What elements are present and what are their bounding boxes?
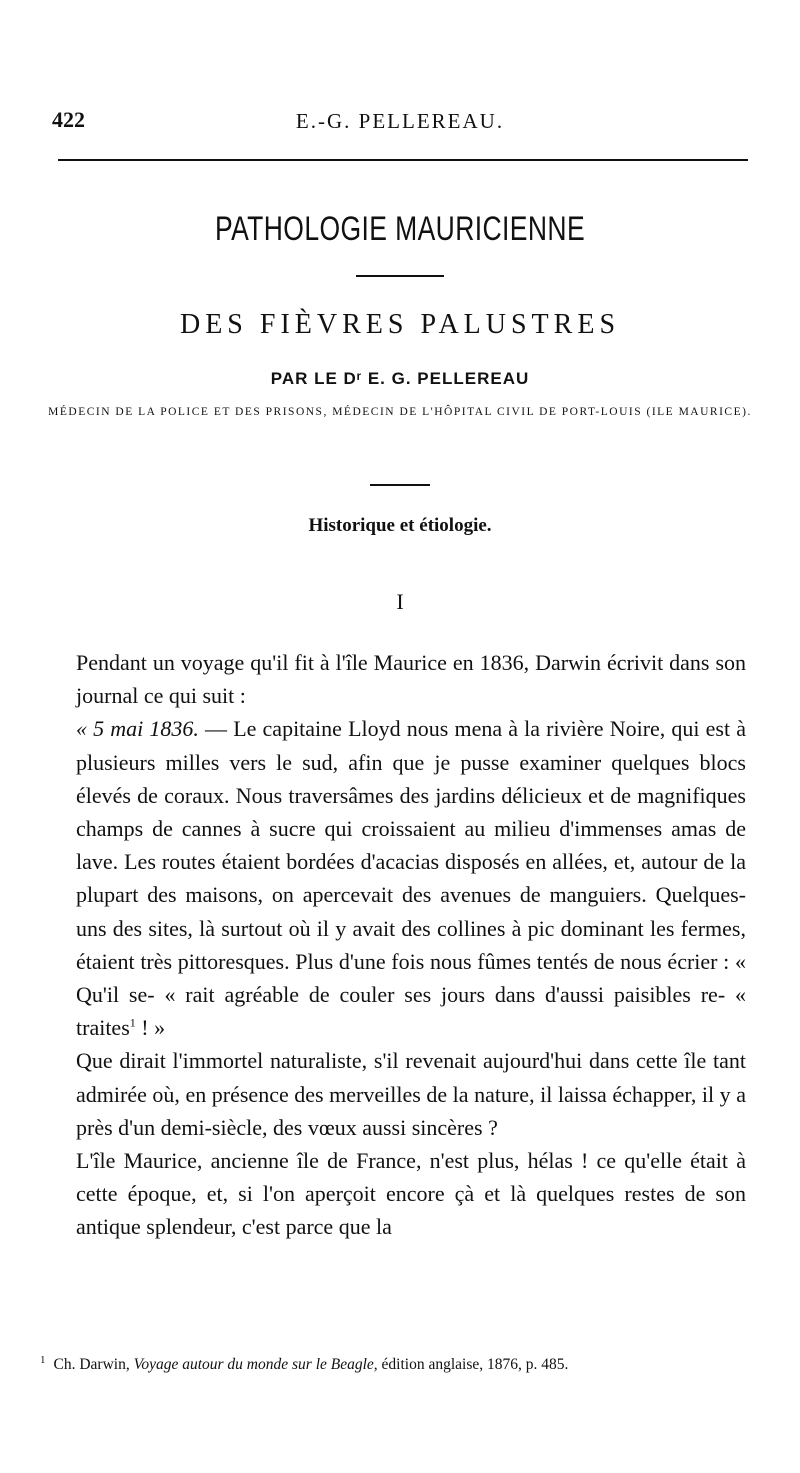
footnote-rest: édition anglaise, 1876, p. 485. (381, 1356, 569, 1373)
footnote (40, 1352, 746, 1377)
footnote-author: Ch. Darwin, (53, 1356, 130, 1373)
running-head (52, 103, 748, 143)
article-title: PATHOLOGIE MAURICIENNE (214, 210, 586, 248)
paragraph-4-text: L'île Maurice, ancienne île de France, n'est plus, hélas ! ce qu'elle était à cette époque, et, si l'on aperçoit encore çà et là quelques restes de son antique splendeur, c'est parce que la (76, 1148, 746, 1240)
page-number: 422 (52, 107, 85, 132)
paragraph-3 (76, 1044, 746, 1144)
paragraph-2-end: ! » (135, 1015, 166, 1041)
footnote-title: Voyage autour du monde sur le Beagle, (133, 1356, 378, 1373)
author-byline: PAR LE Dʳ E. G. PELLEREAU (270, 369, 530, 388)
paragraph-4 (76, 1144, 746, 1244)
section-rule (370, 484, 430, 486)
footnote-marker: 1 (129, 1015, 136, 1030)
title-rule (356, 275, 444, 277)
paragraph-2 (76, 712, 746, 1044)
running-head-author: E.-G. PELLEREAU. (295, 109, 505, 133)
article-subtitle: DES FIÈVRES PALUSTRES (179, 309, 621, 340)
author-affiliation: MÉDECIN DE LA POLICE ET DES PRISONS, MÉDECIN DE L'HÔPITAL CIVIL DE PORT-LOUIS (ILE MAURICE). (48, 406, 752, 418)
body-text (76, 646, 746, 1244)
section-numeral: I (396, 589, 404, 614)
header-rule (58, 159, 748, 161)
quote-date: « 5 mai 1836. (76, 716, 199, 742)
footnote-number: 1 (40, 1353, 46, 1366)
paragraph-3-text: Que dirait l'immortel naturaliste, s'il revenait aujourd'hui dans cette île tant admirée où, en présence des merveilles de la nature, il laissa échapper, il y a près d'un demi-siècle, des vœux aussi sincères ? (76, 1048, 746, 1140)
paragraph-2-text: — Le capitaine Lloyd nous mena à la rivière Noire, qui est à plusieurs milles vers le sud, afin que je pusse examiner quelques blocs élevés de coraux. Nous traversâmes des jardins délicieux et de magnifiques champs de cannes à sucre qui croissaient au milieu d'immenses amas de lave. Les routes étaient bordées d'acacias disposés en allées, et, autour de la plupart des maisons, on apercevait des avenues de manguiers. Quelques-uns des sites, là surtout où il y avait des collines à pic dominant les fermes, étaient très pittoresques. Plus d'une fois nous fûmes tentés de nous écrier : « Qu'il se- « rait agréable de couler ses jours dans d'aussi paisibles re- « traites (76, 716, 747, 1041)
paragraph-1-text: Pendant un voyage qu'il fit à l'île Maurice en 1836, Darwin écrivit dans son journal ce qui suit : (76, 650, 746, 709)
section-heading: Historique et étiologie. (308, 515, 492, 536)
paragraph-1 (76, 646, 746, 712)
